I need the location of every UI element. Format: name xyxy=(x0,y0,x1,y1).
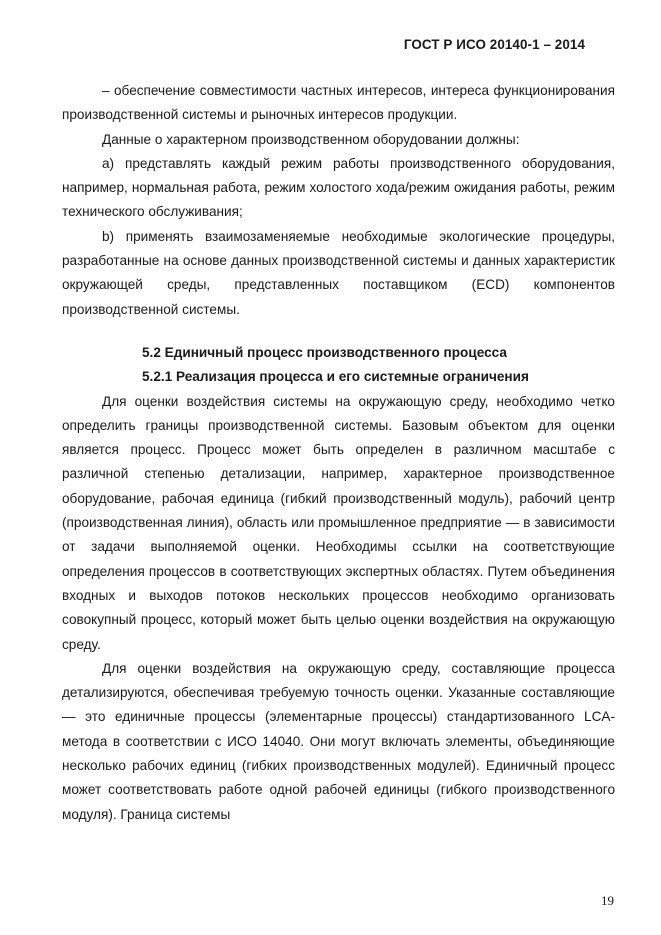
section-heading-5-2: 5.2 Единичный процесс производственного процесса xyxy=(142,344,507,360)
subsection-heading-5-2-1: 5.2.1 Реализация процесса и его системные ограничения xyxy=(142,369,529,385)
paragraph-compatibility: – обеспечение совместимости частных интересов, интереса функционирования производственной системы и рыночных интересов продукции. xyxy=(62,83,615,123)
paragraph-unit-processes: Для оценки воздействия на окружающую среду, составляющие процесса детализируются, обеспечивая требуемую точность оценки. Указанные составляющие — это единичные процессы (элементарные процессы) стандартизованного LCA-метода в соответствии с ИСО 14040. Они могут включать элементы, объединяющие несколько рабочих единиц (гибких производственных модулей). Единичный процесс может соответствовать работе одной рабочей единицы (гибкого производственного модуля). Граница системы xyxy=(62,660,615,822)
list-item-b: b) применять взаимозаменяемые необходимые экологические процедуры, разработанные на основе данных производственной системы и данных характеристик окружающей среды, представленных поставщиком (ECD) компонентов производственной системы. xyxy=(62,228,615,317)
body-text xyxy=(62,79,615,827)
standard-header: ГОСТ Р ИСО 20140-1 – 2014 xyxy=(403,37,585,52)
paragraph-equipment-data: Данные о характерном производственном оборудовании должны: xyxy=(102,131,520,147)
paragraph-process-boundaries: Для оценки воздействия системы на окружающую среду, необходимо четко определить границы производственной системы. Базовым объектом для оценки является процесс. Процесс может быть определен в различном масштабе с различной степенью детализации, например, характерное производственное оборудование, рабочая единица (гибкий производственный модуль), рабочий центр (производственная линия), область или промышленное предприятие — в зависимости от задачи выполняемой оценки. Необходимы ссылки на соответствующие определения процессов в соответствующих экспертных областях. Путем объединения входных и выходов потоков нескольких процессов необходимо организовать совокупный процесс, который может быть целью оценки воздействия на окружающую среду. xyxy=(62,393,615,652)
list-item-a: а) представлять каждый режим работы производственного оборудования, например, нормальная работа, режим холостого хода/режим ожидания работы, режим технического обслуживания; xyxy=(62,155,615,220)
page-number: 19 xyxy=(601,893,614,908)
